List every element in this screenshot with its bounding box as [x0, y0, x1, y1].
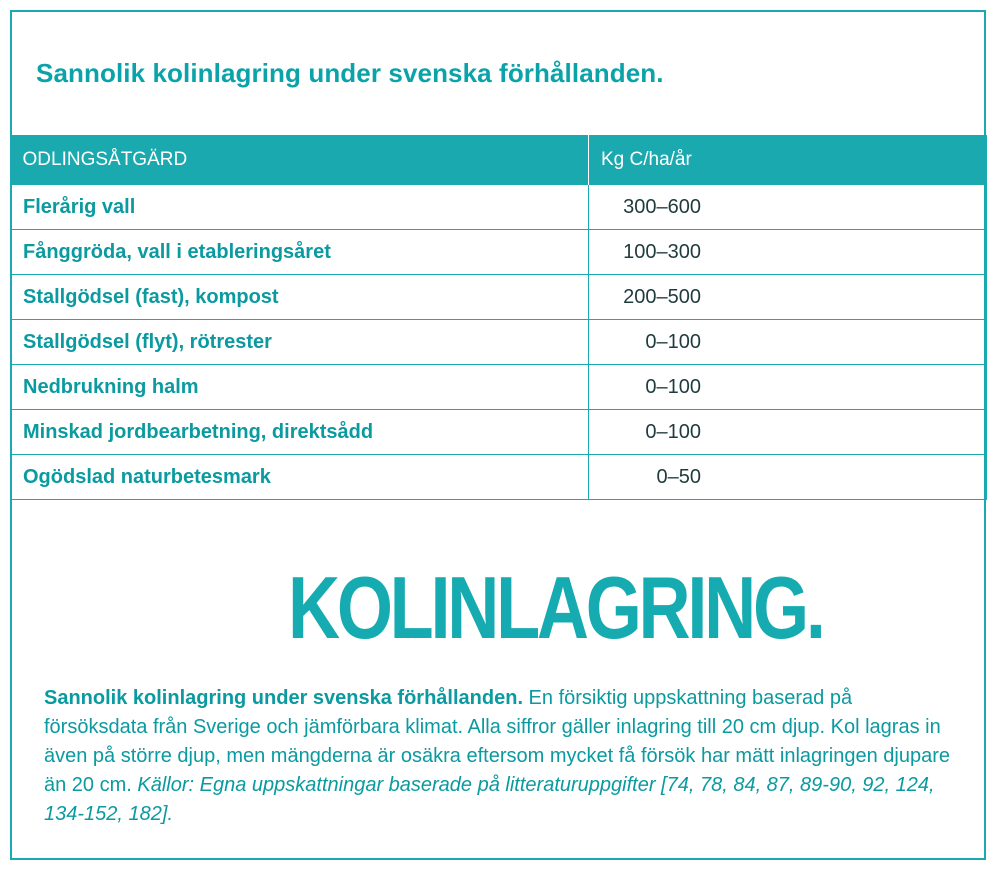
row-value	[589, 455, 987, 500]
table-row	[11, 455, 987, 500]
table-row	[11, 365, 987, 410]
table-row	[11, 230, 987, 275]
table-row	[11, 410, 987, 455]
row-value-text: 0–100	[645, 420, 701, 443]
row-value-text: 0–100	[645, 375, 701, 398]
row-value-text: 0–50	[656, 465, 701, 488]
row-measure: Flerårig vall	[11, 185, 589, 230]
row-measure: Fånggröda, vall i etableringsåret	[11, 230, 589, 275]
table-header-row	[11, 135, 987, 185]
carbon-storage-table	[10, 135, 987, 500]
row-measure: Nedbrukning halm	[11, 365, 589, 410]
row-value-text: 100–300	[623, 240, 701, 263]
caption-body: En försiktig uppskattning baserad på försöksdata från Sverige och jämförbara klimat. Alla siffror gäller inlagring till 20 cm djup. Kol lagras in även på större djup, men mängderna är osäkra eftersom mycket få försök har mätt inlagringen djupare än 20 cm.	[44, 687, 951, 796]
caption-lead: Sannolik kolinlagring under svenska förhållanden.	[44, 687, 523, 709]
row-value	[589, 185, 987, 230]
column-header-measure: ODLINGSÅTGÄRD	[11, 135, 589, 185]
row-value	[589, 365, 987, 410]
row-value	[589, 410, 987, 455]
row-measure: Minskad jordbearbetning, direktsådd	[11, 410, 589, 455]
row-measure: Stallgödsel (fast), kompost	[11, 275, 589, 320]
table-row	[11, 275, 987, 320]
big-heading: KOLINLAGRING.	[288, 558, 823, 657]
page-title: Sannolik kolinlagring under svenska förhållanden.	[36, 58, 664, 88]
row-value	[589, 320, 987, 365]
table-row	[11, 185, 987, 230]
row-value-text: 0–100	[645, 330, 701, 353]
row-value	[589, 230, 987, 275]
row-measure: Ogödslad naturbetesmark	[11, 455, 589, 500]
row-value-text: 300–600	[623, 195, 701, 218]
caption	[44, 684, 954, 829]
table-row	[11, 320, 987, 365]
row-value	[589, 275, 987, 320]
row-value-text: 200–500	[623, 285, 701, 308]
column-header-value: Kg C/ha/år	[589, 135, 987, 185]
row-measure: Stallgödsel (flyt), rötrester	[11, 320, 589, 365]
caption-sources: Källor: Egna uppskattningar baserade på litteraturuppgifter [74, 78, 84, 87, 89-90, 92, 124, 134-152, 182].	[44, 774, 935, 825]
